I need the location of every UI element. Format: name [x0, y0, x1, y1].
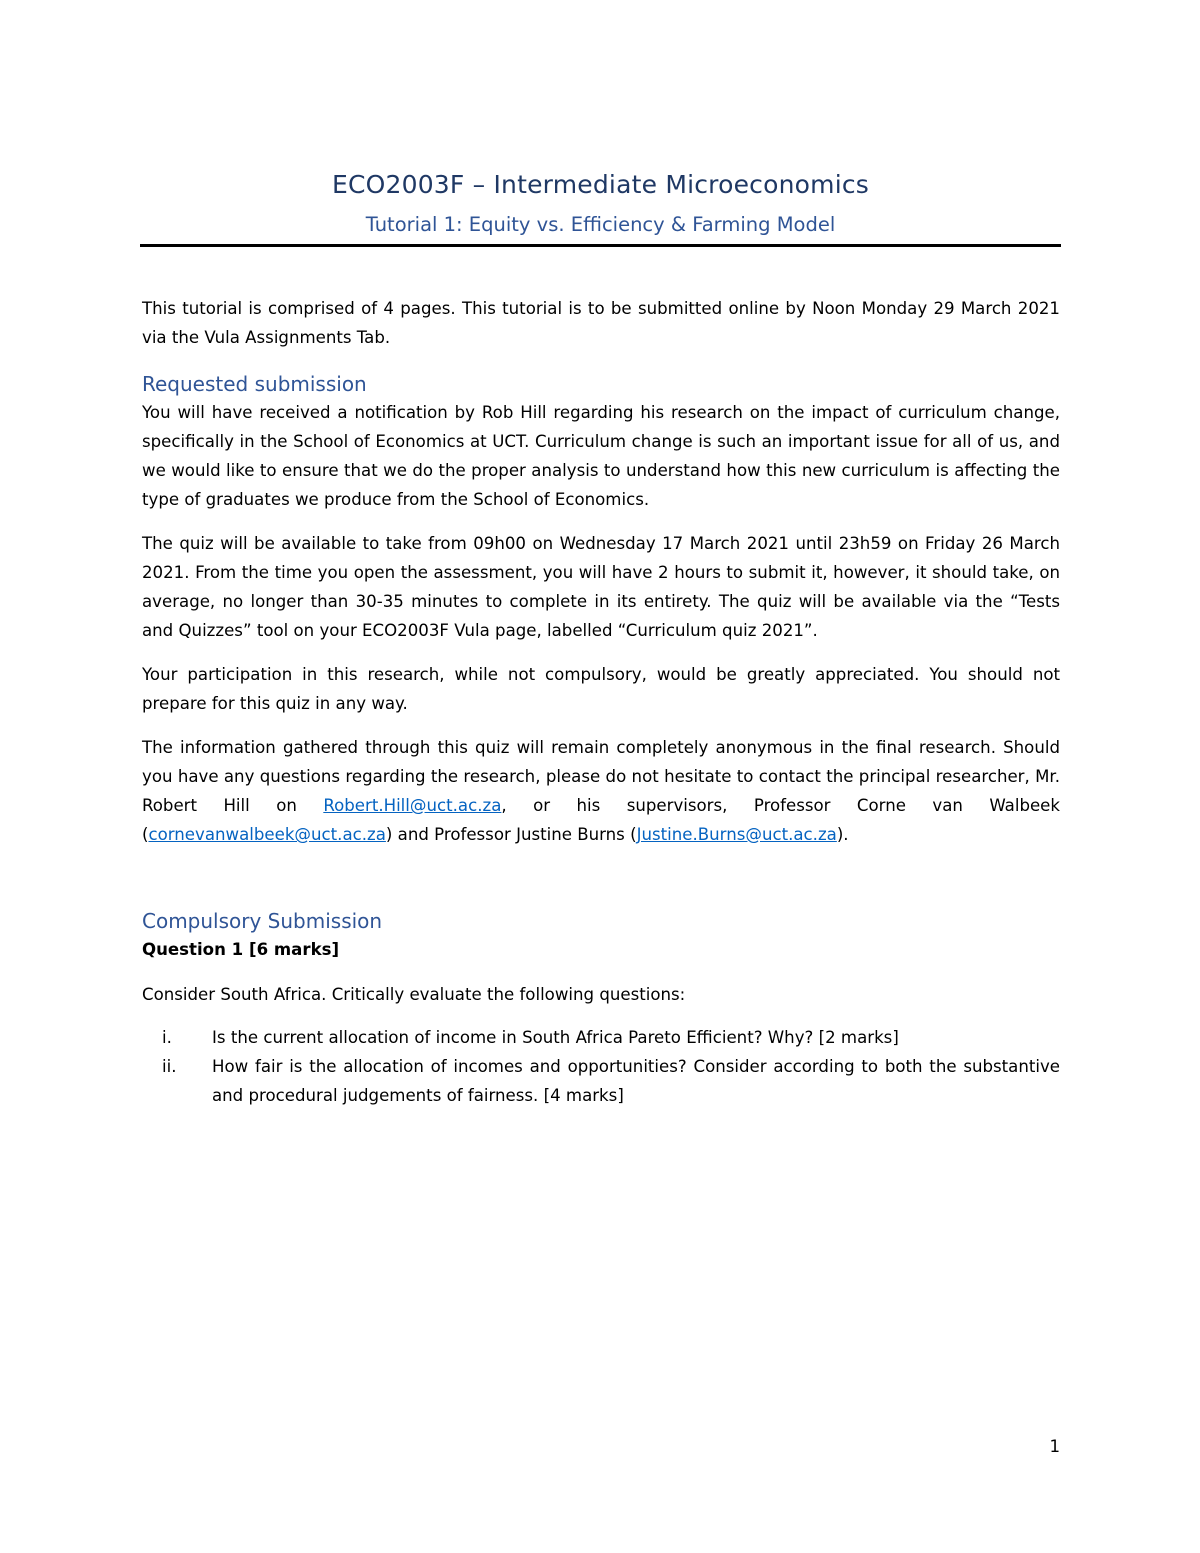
contact-text-2: , or his supervisors, Professor Corne van Walbeek ( — [142, 796, 1061, 844]
requested-paragraph-4 — [142, 733, 1060, 849]
list-item-text: How fair is the allocation of incomes and opportunities? Consider according to both the substantive and procedural judgements of fairness. [4 marks] — [212, 1057, 1060, 1105]
document-header — [140, 168, 1061, 240]
contact-text-4: ). — [836, 825, 849, 844]
list-item — [142, 1052, 1060, 1110]
robert-hill-email-link[interactable]: Robert.Hill@uct.ac.za — [323, 796, 502, 815]
requested-paragraph-3: Your participation in this research, while not compulsory, would be greatly appreciated. You should not prepare for this quiz in any way. — [142, 665, 1060, 713]
header-rule — [140, 244, 1061, 247]
requested-submission-heading: Requested submission — [142, 372, 367, 396]
list-item — [142, 1023, 1060, 1052]
document-subtitle: Tutorial 1: Equity vs. Efficiency & Farming Model — [365, 213, 836, 236]
corne-van-walbeek-email-link[interactable]: cornevanwalbeek@uct.ac.za — [148, 825, 386, 844]
contact-text-3: ) and Professor Justine Burns ( — [385, 825, 637, 844]
document-title: ECO2003F – Intermediate Microeconomics — [331, 170, 870, 199]
compulsory-submission-heading: Compulsory Submission — [142, 909, 383, 933]
list-item-number: i. — [162, 1028, 172, 1047]
question-1-lead: Consider South Africa. Critically evaluate the following questions: — [142, 985, 686, 1004]
requested-paragraph-1: You will have received a notification by Rob Hill regarding his research on the impact of curriculum change, specifically in the School of Economics at UCT. Curriculum change is such an important issue for all of us, and we would like to ensure that we do the proper analysis to understand how this new curriculum is affecting the type of graduates we produce from the School of Economics. — [142, 403, 1060, 509]
justine-burns-email-link[interactable]: Justine.Burns@uct.ac.za — [636, 825, 837, 844]
document-body — [142, 294, 1060, 1110]
question-1-title: Question 1 [6 marks] — [142, 940, 340, 959]
list-item-text: Is the current allocation of income in South Africa Pareto Efficient? Why? [2 marks] — [212, 1028, 899, 1047]
question-list — [142, 1023, 1060, 1110]
contact-text-1: The information gathered through this quiz will remain completely anonymous in the final research. Should you have any questions regarding the research, please do not hesitate to contact the principal researcher, Mr. Robert Hill on — [142, 738, 1060, 815]
list-item-number: ii. — [162, 1057, 177, 1076]
requested-paragraph-2: The quiz will be available to take from 09h00 on Wednesday 17 March 2021 until 23h59 on Friday 26 March 2021. From the time you open the assessment, you will have 2 hours to submit it, however, it should take, on average, no longer than 30-35 minutes to complete in its entirety. The quiz will be available via the “Tests and Quizzes” tool on your ECO2003F Vula page, labelled “Curriculum quiz 2021”. — [142, 534, 1060, 640]
intro-paragraph: This tutorial is comprised of 4 pages. This tutorial is to be submitted online by Noon Monday 29 March 2021 via the Vula Assignments Tab. — [142, 299, 1060, 347]
page-number: 1 — [1049, 1437, 1060, 1456]
